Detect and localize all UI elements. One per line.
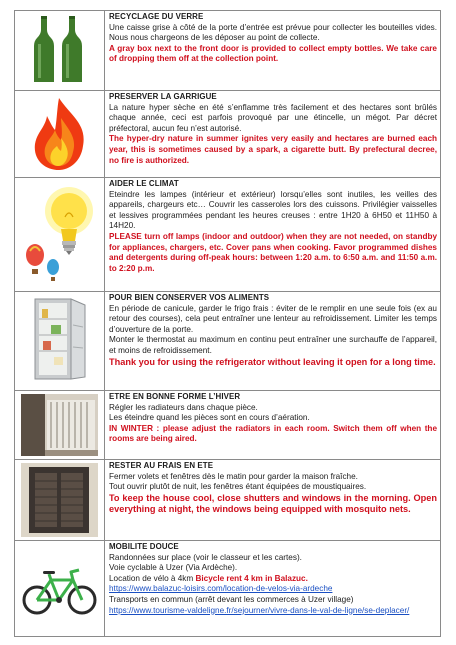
section-help-climate xyxy=(15,178,441,292)
section-title: RESTER AU FRAIS EN ETE xyxy=(109,461,214,470)
section-title: RECYCLAGE DU VERRE xyxy=(109,12,204,21)
section-title: ETRE EN BONNE FORME L’HIVER xyxy=(109,392,241,401)
french-text: Eteindre les lampes (intérieur et extérieur) lorsqu’elles sont inutiles, les veilles des appareils, chargeurs etc… Couvrir les casseroles lors des cuissons. Privilégier vaisselles et lessives programmées pendant les heures creuses : entre 1H20 à 6H50 et 11H50 à 14H20. xyxy=(109,189,437,231)
tourism-link[interactable]: https://www.tourisme-valdeligne.fr/sejourner/vivre-dans-le-val-de-ligne/se-deplacer/ xyxy=(109,605,410,615)
glass-recycling-text xyxy=(105,11,441,91)
english-text: A gray box next to the front door is provided to collect empty bottles. We take care of dropping them off at the collection point. xyxy=(109,43,437,64)
bike-path-line: Voie cyclable à Uzer (Via Ardèche). xyxy=(109,563,238,573)
hiking-line: Randonnées sur place (voir le classeur et les cartes). xyxy=(109,552,302,562)
french-text: La nature hyper sèche en été s’enflamme très facilement et des hectares sont brûlés chaque année, ceci est parfois provoqué par une étincelle, un mégot. Par décret préfectoral, aucun feu n’est autorisé. xyxy=(109,102,437,133)
public-transport-line: Transports en commun (arrêt devant les commerces à Uzer village) xyxy=(109,594,354,604)
radiator-image-cell xyxy=(15,391,105,460)
bottles-icon xyxy=(21,14,98,87)
french-text: Régler les radiateurs dans chaque pièce. Les éteindre quand les pièces sont en cours d’aération. xyxy=(109,402,310,423)
section-preserve-food xyxy=(15,292,441,391)
bicycle-icon xyxy=(21,544,98,633)
english-text: Thank you for using the refrigerator without leaving it open for a long time. xyxy=(109,356,436,367)
summer-text xyxy=(105,460,441,541)
section-title: PRESERVER LA GARRIGUE xyxy=(109,92,217,101)
french-text: Fermer volets et fenêtres dès le matin pour garder la maison fraîche. Tout ouvrir plutôt de nuit, les fenêtres étant équipées de moustiquaires. xyxy=(109,471,367,492)
bike-rental-line xyxy=(109,574,437,585)
section-preserve-garrigue xyxy=(15,91,441,178)
eco-guide-table xyxy=(14,10,441,637)
fire-image-cell xyxy=(15,91,105,178)
winter-text xyxy=(105,391,441,460)
bicycle-image-cell xyxy=(15,541,105,637)
shutters-image-cell xyxy=(15,460,105,541)
section-title: POUR BIEN CONSERVER VOS ALIMENTS xyxy=(109,293,270,302)
bike-rental-fr: Location de vélo à 4km xyxy=(109,573,196,583)
english-text: IN WINTER : please adjust the radiators in each room. Switch them off when the rooms are being aired. xyxy=(109,423,437,444)
english-text: The hyper-dry nature in summer ignites very easily and hectares are burned each year, this is sometimes caused by a spark, a cigarette butt. By prefectural decree, no fire is authorized. xyxy=(109,134,437,165)
french-text: Une caisse grise à côté de la porte d’entrée est prévue pour collecter les bouteilles vides. Nous nous chargeons de les déposer au point de collecte. xyxy=(109,22,437,43)
shutters-icon xyxy=(21,463,98,537)
english-text: To keep the house cool, close shutters and windows in the morning. Open everything at night, the windows being equipped with mosquito nets. xyxy=(109,492,437,515)
help-climate-text xyxy=(105,178,441,292)
bike-rental-en: Bicycle rent 4 km in Balazuc. xyxy=(195,573,308,583)
lightbulb-image-cell xyxy=(15,178,105,292)
english-text: PLEASE turn off lamps (indoor and outdoor) when they are not needed, on standby for appliances, chargers, etc. Cover pans when cooking. Favor programmed dishes and detergents during off-peak hours: between 1:20 a.m. to 6:50 a.m. and 11:50 a.m. to 2:20 p.m. xyxy=(109,231,437,273)
section-glass-recycling xyxy=(15,11,441,91)
section-title: AIDER LE CLIMAT xyxy=(109,179,179,188)
preserve-garrigue-text xyxy=(105,91,441,178)
section-soft-mobility xyxy=(15,541,441,637)
radiator-icon xyxy=(21,394,98,456)
section-winter xyxy=(15,391,441,460)
bottles-image-cell xyxy=(15,11,105,91)
refrigerator-image-cell xyxy=(15,292,105,391)
fire-icon xyxy=(21,94,98,174)
refrigerator-icon xyxy=(21,295,98,387)
lightbulb-balloons-icon xyxy=(21,181,98,288)
bike-rental-link[interactable]: https://www.balazuc-loisirs.com/location-de-velos-via-ardeche xyxy=(109,584,333,594)
section-summer xyxy=(15,460,441,541)
preserve-food-text xyxy=(105,292,441,391)
french-text: En période de canicule, garder le frigo frais : éviter de le remplir en une seule fois (ex au retour des courses), cela peut entraîner une lenteur au refroidissement. Limiter les temps d’ouverture de la porte. Monter le thermostat au maximum en continu peut entraîner une surchauffe de l’appareil, et moins de refroidissement. xyxy=(109,303,437,355)
soft-mobility-text xyxy=(105,541,441,637)
section-title: MOBILITE DOUCE xyxy=(109,542,179,551)
eco-guide-page xyxy=(14,10,441,637)
